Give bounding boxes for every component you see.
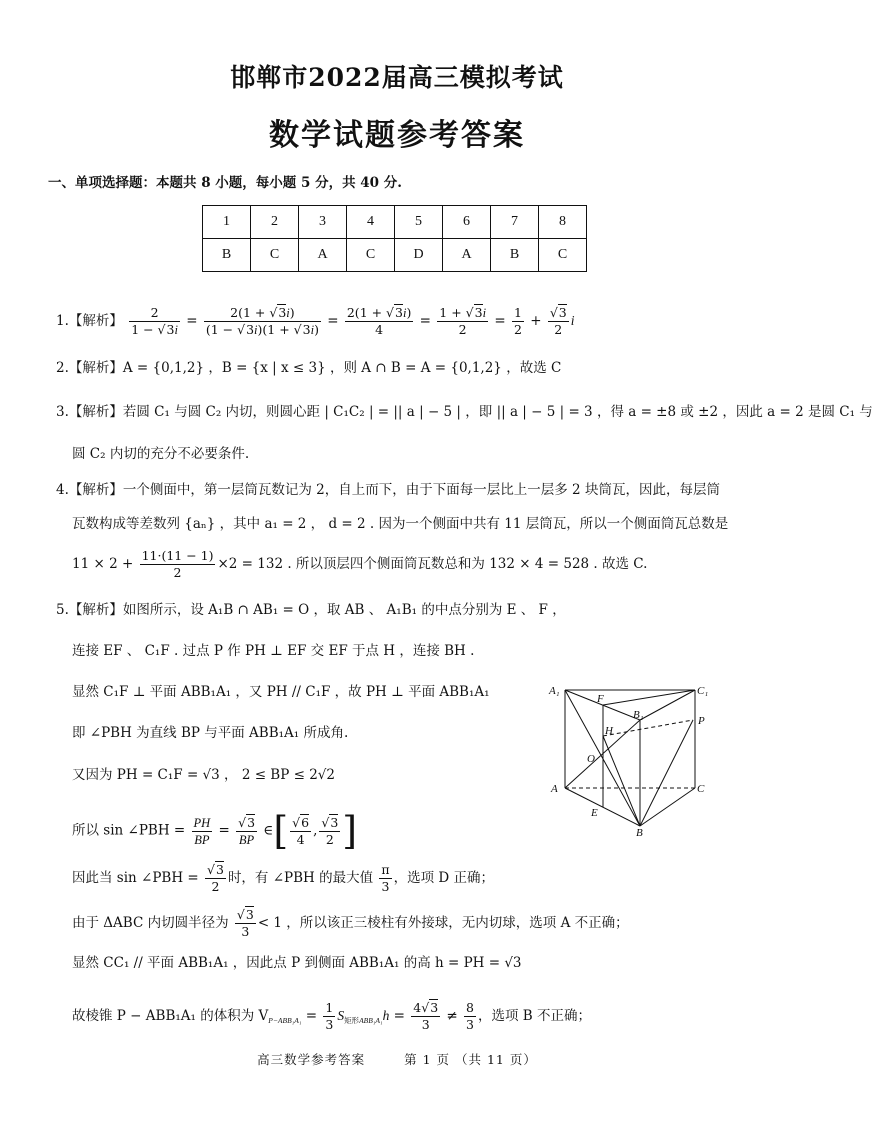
label-c1: C₁ — [697, 685, 709, 697]
table-cell: 7 — [491, 206, 539, 239]
line-pb — [640, 720, 693, 826]
page-title: 邯郸市2022届高三模拟考试 — [230, 63, 564, 92]
q5-line8: 由于 ΔABC 内切圆半径为 $\frac{√3}{3}$ < 1 ，所以该正三棱柱有外接球，无内切球，选项 A 不正确； — [72, 907, 629, 939]
table-cell: C — [251, 239, 299, 272]
q5-line4: 即 ∠PBH 为直线 BP 与平面 ABB₁A₁ 所成角. — [72, 725, 349, 741]
table-cell: D — [395, 239, 443, 272]
table-cell: 1 — [203, 206, 251, 239]
q3-solution — [56, 402, 873, 422]
table-cell: 2 — [251, 206, 299, 239]
label-e: E — [591, 807, 598, 819]
page-subtitle: 数学试题参考答案 — [269, 118, 525, 153]
q3-text-line2: 圆 C₂ 内切的充分不必要条件. — [72, 446, 250, 462]
q5-line8-head: 由于 ΔABC 内切圆半径为 — [72, 915, 229, 931]
q2-text: A = {0,1,2} ，B = {x | x ≤ 3} ，则 A ∩ B = A = {0,1,2} ，故选 C — [122, 360, 562, 376]
table-cell: C — [539, 239, 587, 272]
q4-label: 4.【解析】 — [56, 482, 123, 498]
edge-bc — [640, 788, 695, 826]
q5-line10-end: ，选项 B 不正确； — [478, 1008, 592, 1024]
table-cell: 5 — [395, 206, 443, 239]
q4-text-line3: 11 × 2 + $\frac{11\cdot(11 - 1)}{2}$ ×2 = 132 . 所以顶层四个侧面筒瓦数总和为 132 × 4 = 528 . 故选 C. — [72, 548, 648, 580]
q5-line9: 显然 CC₁ // 平面 ABB₁A₁ ，因此点 P 到侧面 ABB₁A₁ 的高 h = PH = √3 — [72, 955, 522, 971]
table-cell: B — [203, 239, 251, 272]
q5-line6: 所以 sin ∠PBH = $\frac{PH}{BP}$ = $\frac{√3}{BP}$ ∈[ $\frac{√6}{4}$ , $\frac{√3}{2}$ ] — [72, 809, 358, 853]
table-cell: B — [491, 239, 539, 272]
q5-line2: 连接 EF 、 C₁F . 过点 P 作 PH ⊥ EF 交 EF 于点 H ，连接 BH . — [72, 643, 475, 659]
q5-line8-tail: < 1 ，所以该正三棱柱有外接球，无内切球，选项 A 不正确； — [257, 915, 629, 931]
q3-text: 若圆 C₁ 与圆 C₂ 内切，则圆心距 | C₁C₂ | = || a | − 5 | ，即 || a | − 5 | = 3 ，得 a = ±8 或 ±2 ，因此 a = 2 是圆 C₁ 与 — [122, 404, 873, 420]
q5-text: 如图所示，设 A₁B ∩ AB₁ = O ，取 AB 、 A₁B₁ 的中点分别为 E 、 F ， — [122, 602, 566, 618]
answer-table-answer-row — [203, 239, 587, 272]
q5-line3: 显然 C₁F ⊥ 平面 ABB₁A₁ ，又 PH // C₁F ，故 PH ⊥ 平面 ABB₁A₁ — [72, 684, 490, 700]
footer-title: 高三数学参考答案 — [257, 1052, 366, 1067]
q3-label: 3.【解析】 — [56, 404, 123, 420]
label-a: A — [551, 783, 558, 795]
q2-solution — [56, 358, 561, 378]
prism-figure — [545, 678, 720, 838]
q5-line7-end: ，选项 D 正确； — [393, 870, 495, 886]
table-cell: C — [347, 239, 395, 272]
q5-line5: 又因为 PH = C₁F = √3 ， 2 ≤ BP ≤ 2√2 — [72, 767, 335, 783]
label-p: P — [698, 715, 705, 727]
q5-line10-head: 故棱锥 P − ABB₁A₁ 的体积为 V — [72, 1008, 269, 1024]
q5-line7-tail: 时，有 ∠PBH 的最大值 — [227, 870, 374, 886]
line-hb — [603, 736, 640, 826]
label-b1: B₁ — [633, 709, 644, 721]
q4-text-line2: 瓦数构成等差数列 {aₙ} ，其中 a₁ = 2 ， d = 2 . 因为一个侧面中共有 11 层筒瓦，所以一个侧面筒瓦总数是 — [72, 516, 729, 532]
q1-label: 1.【解析】 — [56, 313, 123, 329]
q5-line6-head: 所以 sin ∠PBH = — [72, 822, 186, 839]
table-cell: 4 — [347, 206, 395, 239]
label-o: O — [587, 753, 595, 765]
section-heading: 一、单项选择题：本题共 8 小题，每小题 5 分，共 40 分. — [48, 175, 402, 191]
q5-label: 5.【解析】 — [56, 602, 123, 618]
answer-table — [202, 205, 587, 272]
footer-page-number: 第 1 页 （共 11 页） — [404, 1052, 537, 1067]
label-b: B — [636, 827, 643, 839]
table-cell: 3 — [299, 206, 347, 239]
q1-solution: 1.【解析】 $\frac{2}{1 - √3i}$ = $\frac{2(1 + √3i)}{(1 - √3i)(1 + √3i)}$ = $\frac{2(1 + √3i)}{4}$ = $\frac{1 + √3i}{2}$ = $\frac{1}{2}$ + $\frac{√3}{2}$ i — [56, 305, 575, 337]
q5-line10: 故棱锥 P − ABB₁A₁ 的体积为 $V_{P-ABB_1A_1}$ = $\frac{1}{3}$ $S_{矩形ABB_1A_1}h$ = $\frac{4√3}{3}$ ≠ $\frac{8}{3}$ ，选项 B 不正确； — [72, 1000, 592, 1032]
q5-line7: 因此当 sin ∠PBH = $\frac{√3}{2}$ 时，有 ∠PBH 的最大值 $\frac{\pi}{3}$ ，选项 D 正确； — [72, 862, 495, 894]
page-footer — [0, 1050, 794, 1068]
label-a1: A₁ — [549, 685, 560, 697]
q5-line7-head: 因此当 sin ∠PBH = — [72, 870, 199, 886]
answer-table-number-row — [203, 206, 587, 239]
table-cell: 6 — [443, 206, 491, 239]
q4-solution — [56, 480, 720, 500]
q2-label: 2.【解析】 — [56, 360, 123, 376]
q5-solution — [56, 600, 566, 620]
q4-text-line3-tail: ×2 = 132 . 所以顶层四个侧面筒瓦数总和为 132 × 4 = 528 . 故选 C. — [217, 556, 648, 572]
table-cell: A — [299, 239, 347, 272]
label-h: H — [605, 725, 613, 737]
table-cell: A — [443, 239, 491, 272]
table-cell: 8 — [539, 206, 587, 239]
q4-text: 一个侧面中，第一层筒瓦数记为 2，自上而下，由于下面每一层比上一层多 2 块筒瓦，因此，每层筒 — [122, 482, 720, 498]
label-c: C — [697, 783, 705, 795]
line-hp — [603, 720, 693, 736]
label-f: F — [597, 693, 604, 705]
